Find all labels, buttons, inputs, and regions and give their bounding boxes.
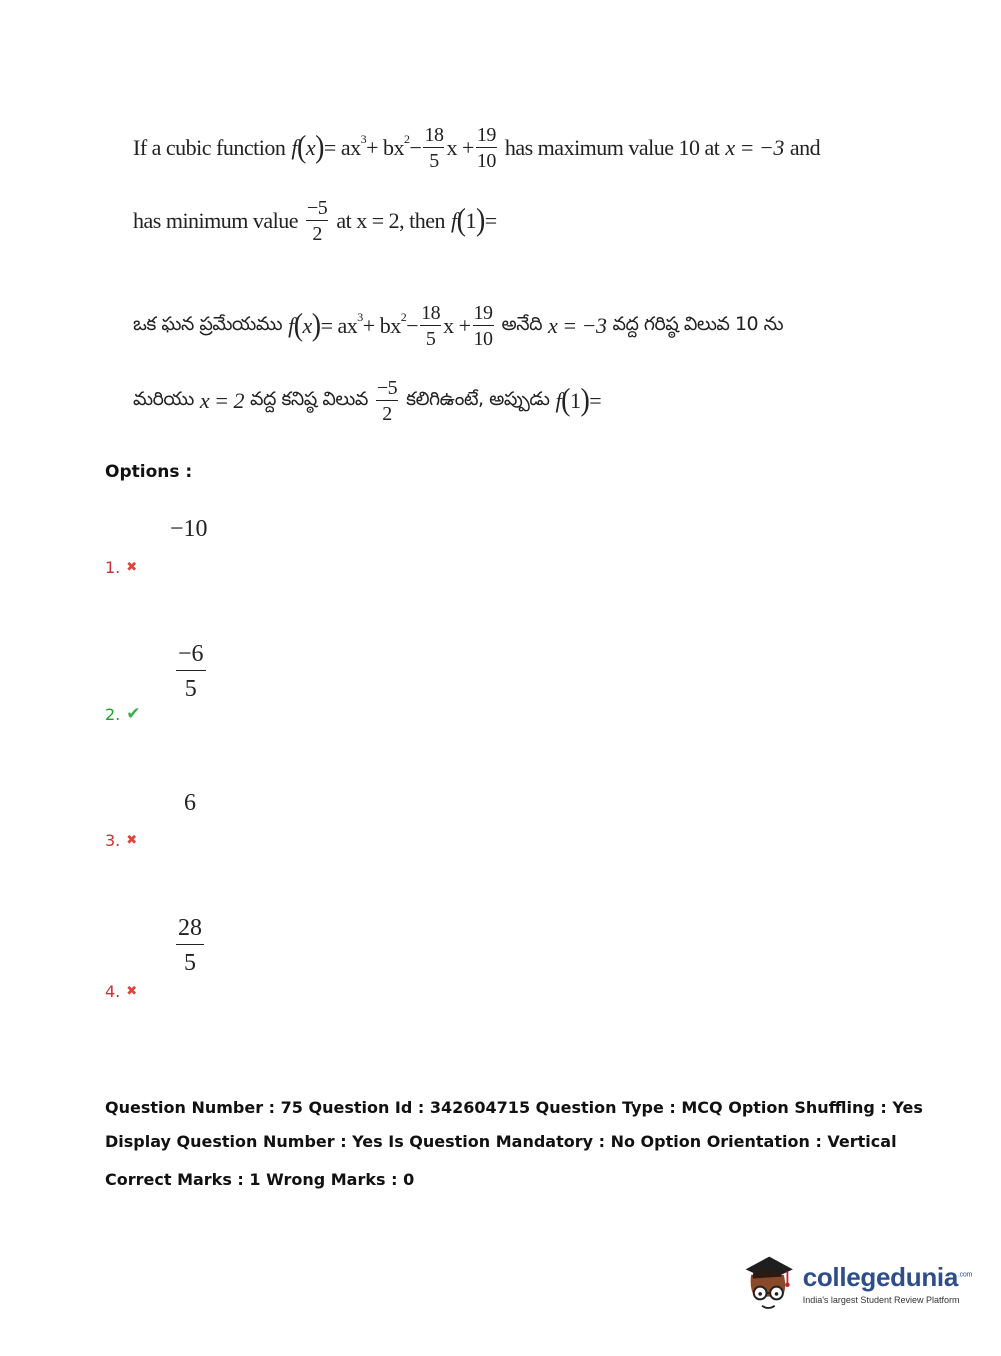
- fn-arg: 1: [569, 388, 581, 413]
- fraction-numerator: −5: [307, 197, 328, 219]
- fraction-denominator: 5: [425, 328, 436, 350]
- fn-f: f: [288, 313, 294, 338]
- fraction-18-5: [420, 303, 441, 349]
- check-icon: ✔: [126, 704, 141, 724]
- minus-sign: −: [409, 135, 422, 160]
- option-1-value: −10: [170, 516, 208, 542]
- fraction-denominator: 10: [476, 150, 496, 172]
- fraction-19-10: [476, 125, 497, 171]
- fraction-denominator: 2: [382, 403, 392, 425]
- option-numerator: 28: [176, 916, 204, 945]
- fraction-numerator: 18: [421, 302, 441, 324]
- fraction-numerator: 19: [473, 302, 493, 324]
- question-line-telugu-1: [133, 303, 783, 349]
- at-then: at x = 2, then: [336, 208, 445, 233]
- exponent-2: 2: [404, 131, 410, 146]
- condition-x: x = −3: [548, 313, 607, 338]
- fraction-numerator: 19: [476, 124, 496, 146]
- exponent-3: 3: [360, 131, 367, 146]
- minus-sign: −: [406, 313, 419, 338]
- rhs-a: = ax: [320, 313, 358, 338]
- option-3-value: 6: [184, 790, 196, 816]
- telugu-suffix: అనేది: [501, 312, 542, 335]
- option-numerator: −6: [176, 642, 206, 671]
- question-line-telugu-2: [133, 378, 601, 424]
- option-number: 4.: [105, 982, 121, 1001]
- fn-f: f: [555, 388, 562, 413]
- options-label: Options :: [105, 462, 193, 482]
- telugu-tail: వద్ద గరిష్ఠ విలువ 10 ను: [612, 312, 784, 335]
- paren-close: ): [475, 202, 485, 239]
- question-suffix: has maximum value 10 at: [504, 135, 720, 160]
- cross-icon: ✖: [126, 984, 138, 999]
- paren-open: (: [561, 382, 570, 419]
- fn-f: f: [450, 208, 457, 233]
- equals: =: [484, 208, 497, 233]
- option-3-marker[interactable]: [105, 831, 137, 850]
- exponent-2: 2: [400, 309, 407, 324]
- fraction-denominator: 10: [473, 328, 493, 350]
- cross-icon: ✖: [126, 833, 138, 848]
- rhs-a: = ax: [323, 135, 361, 160]
- x-plus: x +: [443, 313, 471, 338]
- fraction-19-10: [473, 303, 494, 349]
- fraction-numerator: 18: [424, 124, 444, 146]
- logo-com: .com: [958, 1270, 972, 1278]
- logo-tagline: India's largest Student Review Platform: [802, 1294, 960, 1305]
- question-line-english-2: [133, 198, 497, 244]
- rhs-b: + bx: [366, 135, 405, 160]
- option-2-marker[interactable]: [105, 704, 141, 724]
- and-word: and: [789, 135, 821, 160]
- telugu-prefix: మరియు: [133, 387, 194, 410]
- question-line-english-1: [133, 125, 820, 171]
- question-prefix: If a cubic function: [133, 135, 286, 160]
- telugu-tail: కలిగిఉంటే, అప్పుడు: [406, 387, 550, 410]
- fn-arg: x: [302, 313, 312, 338]
- option-4-value: [176, 916, 204, 975]
- option-4-marker[interactable]: [105, 982, 137, 1001]
- exponent-3: 3: [357, 309, 363, 324]
- option-1-marker[interactable]: [105, 558, 137, 577]
- mascot-icon: [742, 1250, 795, 1316]
- paren-open: (: [456, 202, 466, 239]
- fraction-minus5-2: [306, 198, 328, 244]
- condition-x: x = 2: [199, 388, 245, 413]
- fn-f: f: [291, 135, 297, 160]
- paren-close: ): [580, 382, 590, 419]
- min-prefix: has minimum value: [133, 208, 299, 233]
- paren-open: (: [297, 129, 306, 166]
- condition-x: x = −3: [725, 135, 784, 160]
- fraction-denominator: 2: [312, 223, 322, 245]
- option-denominator: 5: [184, 676, 197, 702]
- paren-open: (: [293, 307, 303, 344]
- x-plus: x +: [446, 135, 474, 160]
- collegedunia-logo[interactable]: [742, 1250, 972, 1316]
- paren-close: ): [315, 129, 324, 166]
- option-number: 2.: [105, 704, 121, 724]
- fn-arg: 1: [465, 208, 476, 233]
- option-2-value: [176, 642, 206, 701]
- question-meta-line-1: Question Number : 75 Question Id : 342604715 Question Type : MCQ Option Shuffling : Yes: [105, 1098, 923, 1117]
- question-meta-line-2: Display Question Number : Yes Is Question Mandatory : No Option Orientation : Vertical: [105, 1132, 897, 1151]
- rhs-b: + bx: [362, 313, 401, 338]
- option-number: 1.: [105, 558, 121, 577]
- fraction-18-5: [423, 125, 444, 171]
- paren-close: ): [311, 307, 321, 344]
- fraction-denominator: 5: [429, 150, 439, 172]
- telugu-middle: వద్ద కనిష్ఠ విలువ: [250, 387, 368, 410]
- question-meta-line-3: Correct Marks : 1 Wrong Marks : 0: [105, 1170, 415, 1189]
- logo-name: collegedunia: [802, 1261, 959, 1292]
- option-denominator: 5: [184, 950, 196, 976]
- telugu-prefix: ఒక ఘన ప్రమేయము: [133, 312, 283, 335]
- equals: =: [589, 388, 602, 413]
- fn-arg: x: [305, 135, 316, 160]
- fraction-minus5-2: [376, 378, 398, 424]
- cross-icon: ✖: [126, 560, 138, 575]
- option-number: 3.: [105, 831, 121, 850]
- fraction-numerator: −5: [376, 377, 398, 399]
